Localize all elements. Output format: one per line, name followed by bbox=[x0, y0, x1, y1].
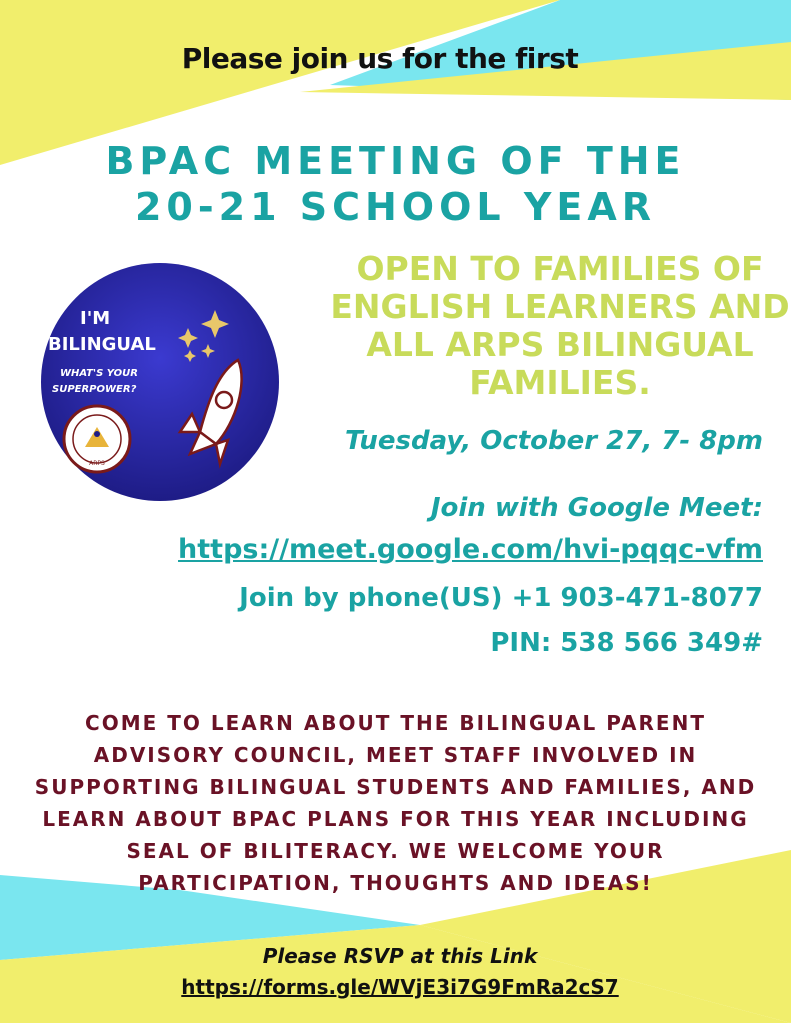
intro-text: Please join us for the first bbox=[181, 42, 579, 75]
description-line-1: COME TO LEARN ABOUT THE BILINGUAL PARENT bbox=[85, 711, 706, 735]
audience-line-4: FAMILIES. bbox=[469, 363, 651, 402]
badge-line-1: I'M bbox=[80, 308, 111, 329]
seal-abbrev: ARPS bbox=[89, 460, 105, 467]
description-line-5: SEAL OF BILITERACY. WE WELCOME YOUR bbox=[126, 839, 665, 863]
audience-line-2: ENGLISH LEARNERS AND bbox=[330, 287, 790, 326]
title-line-1: BPAC MEETING OF THE bbox=[105, 139, 686, 183]
rsvp-link[interactable]: https://forms.gle/WVjE3i7G9FmRa2cS7 bbox=[181, 975, 619, 999]
description-line-6: PARTICIPATION, THOUGHTS AND IDEAS! bbox=[138, 871, 653, 895]
school-seal-icon bbox=[64, 406, 130, 472]
audience-line-3: ALL ARPS BILINGUAL bbox=[366, 325, 754, 364]
meeting-date: Tuesday, October 27, 7- 8pm bbox=[345, 426, 763, 456]
bilingual-badge bbox=[40, 262, 280, 502]
description-line-3: SUPPORTING BILINGUAL STUDENTS AND FAMILIES, AND bbox=[34, 775, 757, 799]
description-line-4: LEARN ABOUT BPAC PLANS FOR THIS YEAR INCLUDING bbox=[42, 807, 749, 831]
badge-tagline-1: WHAT'S YOUR bbox=[60, 368, 138, 379]
title-line-2: 20-21 SCHOOL YEAR bbox=[134, 185, 657, 229]
phone-info: Join by phone(US) +1 903-471-8077 bbox=[239, 583, 763, 613]
badge-tagline-2: SUPERPOWER? bbox=[52, 384, 137, 395]
pin-info: PIN: 538 566 349# bbox=[490, 628, 763, 658]
page-title bbox=[0, 138, 791, 230]
rsvp-label: Please RSVP at this Link bbox=[262, 944, 538, 968]
description-text bbox=[0, 707, 791, 899]
audience-line-1: OPEN TO FAMILIES OF bbox=[356, 249, 764, 288]
google-meet-link[interactable]: https://meet.google.com/hvi-pqqc-vfm bbox=[178, 534, 763, 565]
audience-text bbox=[330, 250, 790, 402]
badge-line-2: BILINGUAL bbox=[48, 334, 156, 355]
google-meet-label: Join with Google Meet: bbox=[430, 493, 763, 523]
description-line-2: ADVISORY COUNCIL, MEET STAFF INVOLVED IN bbox=[93, 743, 698, 767]
